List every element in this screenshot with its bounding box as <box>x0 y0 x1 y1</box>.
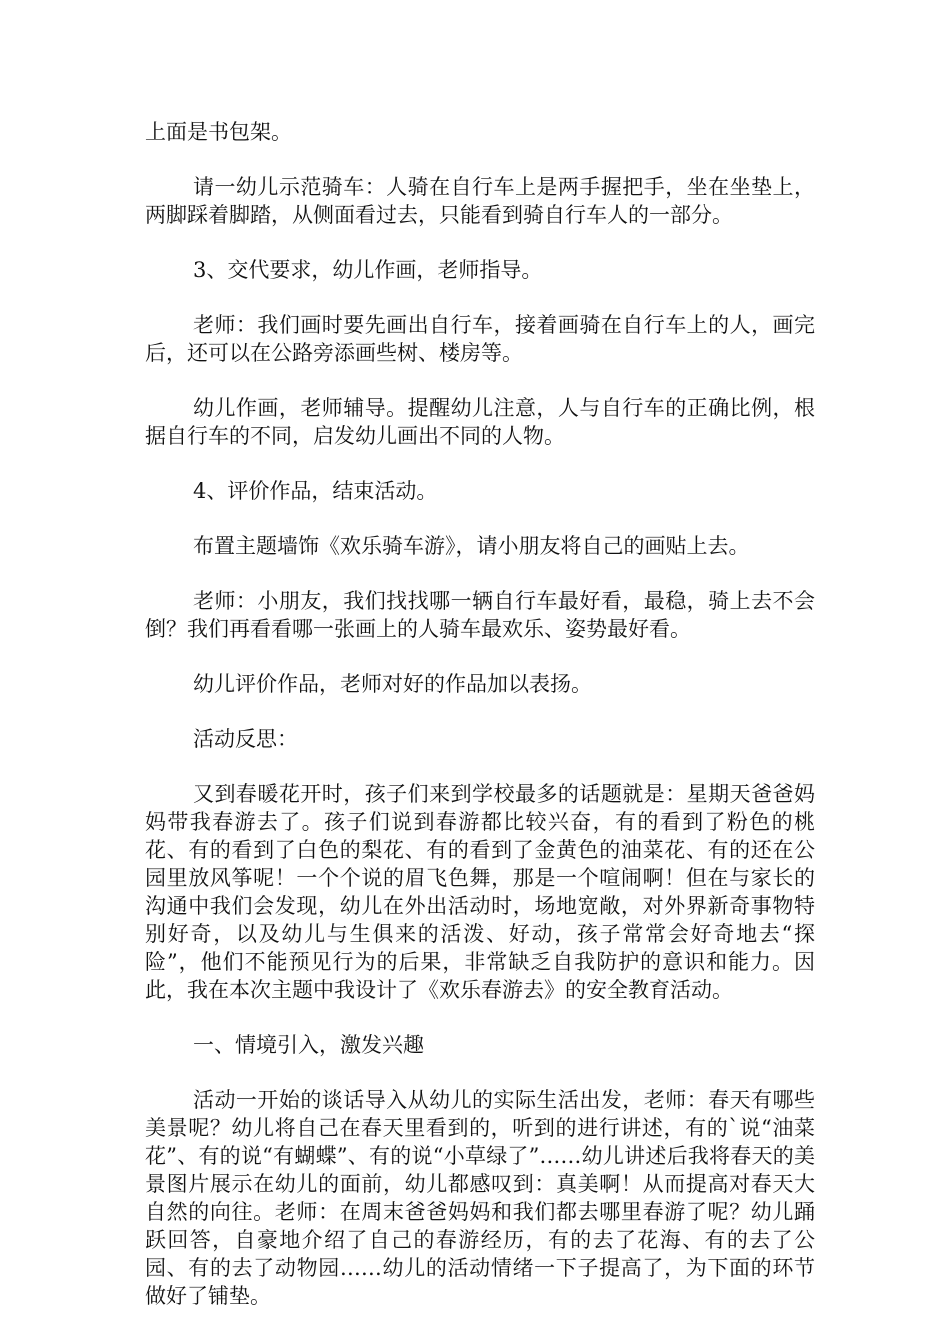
paragraph-teacher-evaluation: 老师：小朋友，我们找找哪一辆自行车最好看，最稳，骑上去不会倒？我们再看看哪一张画上的人骑车最欢乐、姿势最好看。 <box>145 589 815 641</box>
paragraph-riding-demo: 请一幼儿示范骑车：人骑在自行车上是两手握把手，坐在坐垫上，两脚踩着脚踏，从侧面看过去，只能看到骑自行车人的一部分。 <box>145 175 815 227</box>
paragraph-reflection-body: 又到春暖花开时，孩子们来到学校最多的话题就是：星期天爸爸妈妈带我春游去了。孩子们说到春游都比较兴奋，有的看到了粉色的桃花、有的看到了白色的梨花、有的看到了金黄色的油菜花、有的还在公园里放风筝呢！一个个说的眉飞色舞，那是一个喧闹啊！但在与家长的沟通中我们会发现，幼儿在外出活动时，场地宽敞，对外界新奇事物特别好奇，以及幼儿与生俱来的活泼、好动，孩子常常会好奇地去“探险”，他们不能预见行为的后果，非常缺乏自我防护的意识和能力。因此，我在本次主题中我设计了《欢乐春游去》的安全教育活动。 <box>145 782 815 1002</box>
paragraph-step-3: 3、交代要求，幼儿作画，老师指导。 <box>193 258 543 282</box>
paragraph-children-evaluation: 幼儿评价作品，老师对好的作品加以表扬。 <box>193 672 592 696</box>
paragraph-theme-wall: 布置主题墙饰《欢乐骑车游》，请小朋友将自己的画贴上去。 <box>193 534 750 558</box>
heading-reflection: 活动反思： <box>193 727 298 751</box>
paragraph-children-drawing: 幼儿作画，老师辅导。提醒幼儿注意，人与自行车的正确比例，根据自行车的不同，启发幼儿画出不同的人物。 <box>145 396 815 448</box>
heading-section-one: 一、情境引入，激发兴趣 <box>193 1033 424 1057</box>
paragraph-section-one-body: 活动一开始的谈话导入从幼儿的实际生活出发，老师：春天有哪些美景呢？幼儿将自己在春天里看到的，听到的进行讲述，有的`说“油菜花”、有的说“有蝴蝶”、有的说“小草绿了”……幼儿讲述后我将春天的美景图片展示在幼儿的面前，幼儿都感叹到：真美啊！从而提高对春天大自然的向往。老师：在周末爸爸妈妈和我们都去哪里春游了呢？幼儿踊跃回答，自豪地介绍了自己的春游经历，有的去了花海、有的去了公园、有的去了动物园……幼儿的活动情绪一下子提高了，为下面的环节做好了铺垫。 <box>145 1088 815 1308</box>
paragraph-teacher-drawing-instructions: 老师：我们画时要先画出自行车，接着画骑在自行车上的人，画完后，还可以在公路旁添画些树、楼房等。 <box>145 313 815 365</box>
document-body <box>145 118 815 1337</box>
paragraph-bag-rack: 上面是书包架。 <box>145 120 292 144</box>
paragraph-step-4: 4、评价作品，结束活动。 <box>193 479 438 503</box>
